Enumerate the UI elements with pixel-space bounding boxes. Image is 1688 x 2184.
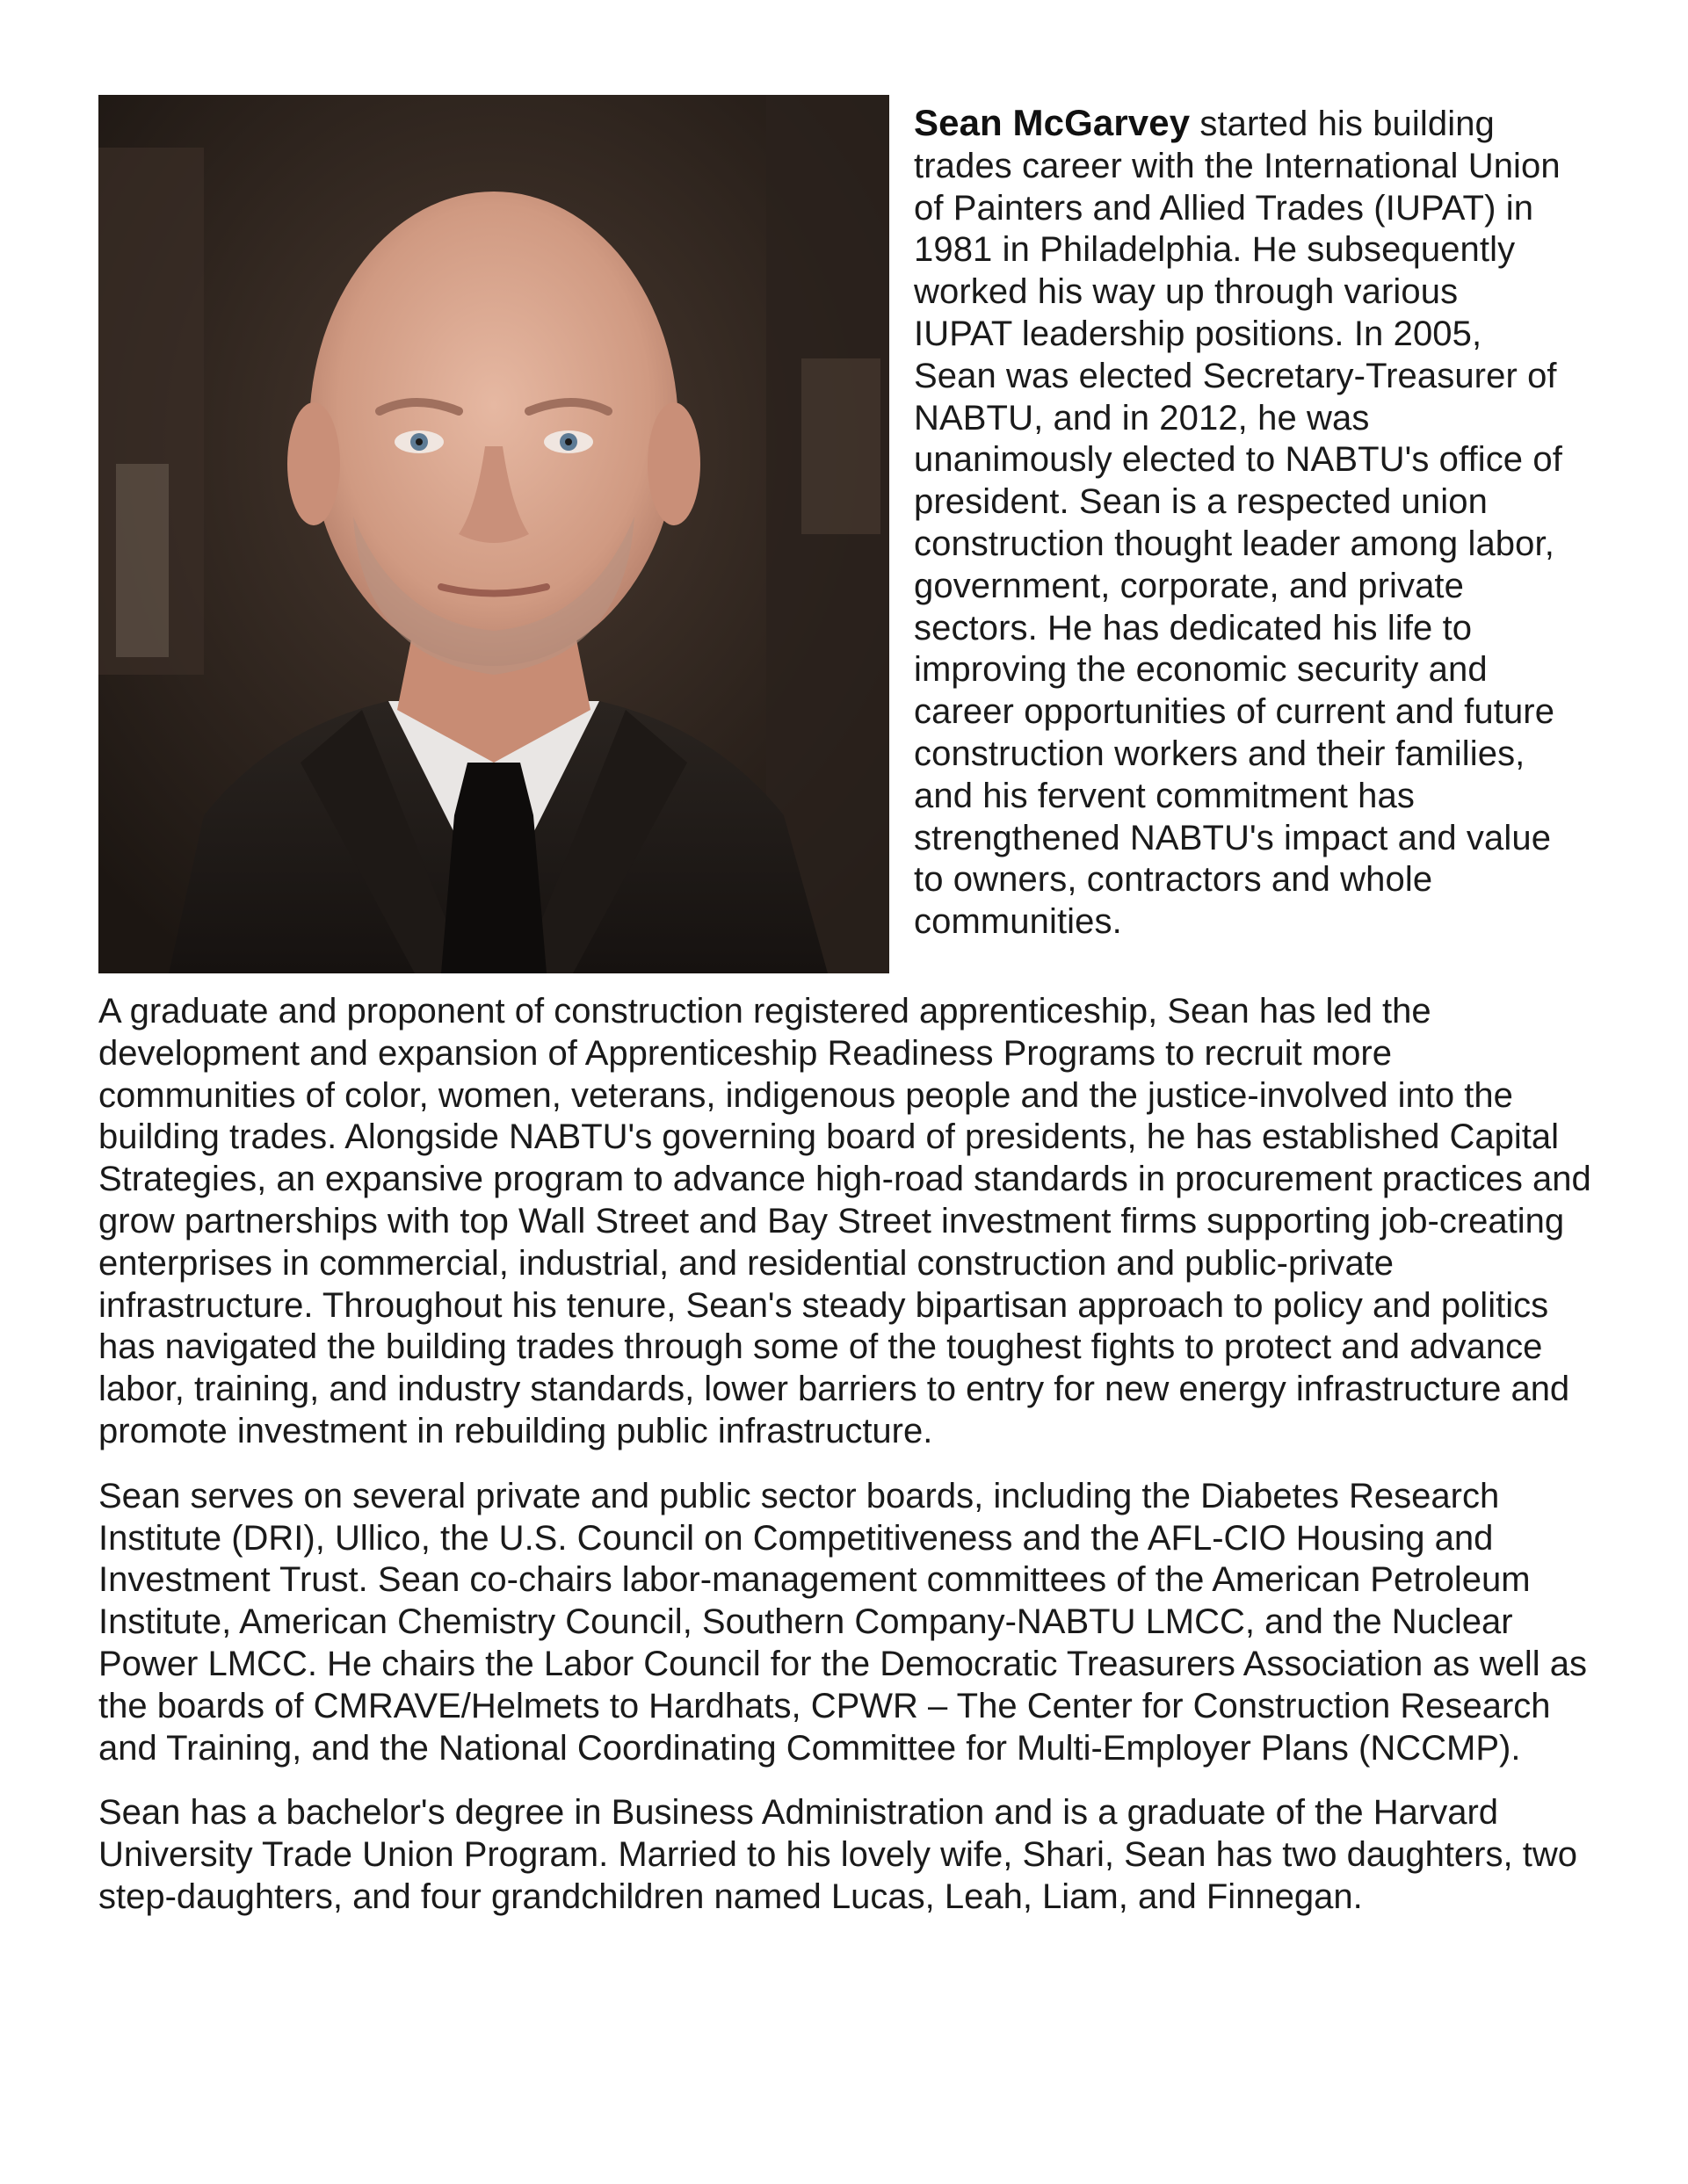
bio-paragraph-apprenticeship: A graduate and proponent of construction registered apprenticeship, Sean has led the development and expansion of Apprenticeship Readiness Programs to recruit more communities of color, women, veterans, indigenous people and the justice-involved into the building trades. Alongside NABTU's governing board of presidents, he has established Capital Strategies, an expansive program to advance high-road standards in procurement practices and grow partnerships with top Wall Street and Bay Street investment firms supporting job-creating enterprises in commercial, industrial, and residential construction and public-private infrastructure. Throughout his tenure, Sean's steady bipartisan approach to policy and politics has navigated the building trades through some of the toughest fights to protect and advance labor, training, and industry standards, lower barriers to entry for new energy infrastructure and promote investment in rebuilding public infrastructure. [98, 992, 1591, 1450]
intro-paragraph: started his building trades career with the International Union of Painters and Allied Trades (IUPAT) in 1981 in Philadelphia. He subsequently worked his way up through various IUPAT leadership positions. In 2005, Sean was elected Secretary-Treasurer of NABTU, and in 2012, he was unanimously elected to NABTU's office of president. Sean is a respected union construction thought leader among labor, government, corporate, and private sectors. He has dedicated his life to improving the economic security and career opportunities of current and future construction workers and their families, and his fervent commitment has strengthened NABTU's impact and value to owners, contractors and whole communities. [914, 105, 1562, 942]
person-name: Sean McGarvey [914, 102, 1191, 143]
bio-paragraph-boards: Sean serves on several private and public sector boards, including the Diabetes Research Institute (DRI), Ullico, the U.S. Council on Competitiveness and the AFL-CIO Housing and Investment Trust. Sean co-chairs labor-management committees of the American Petroleum Institute, American Chemistry Council, Southern Company-NABTU LMCC, and the Nuclear Power LMCC. He chairs the Labor Council for the Democratic Treasurers Association as well as the boards of CMRAVE/Helmets to Hardhats, CPWR – The Center for Construction Research and Training, and the National Coordinating Committee for Multi-Employer Plans (NCCMP). [98, 1476, 1588, 1768]
bio-paragraph-personal: Sean has a bachelor's degree in Business Administration and is a graduate of the Harvard University Trade Union Program. Married to his lovely wife, Shari, Sean has two daughters, two step-daughters, and four grandchildren named Lucas, Leah, Liam, and Finnegan. [98, 1793, 1577, 1916]
intro-text [914, 102, 1564, 944]
portrait-photo [98, 95, 889, 973]
bio-page [98, 95, 1592, 1942]
intro-section [98, 95, 1592, 991]
portrait-illustration [98, 95, 889, 973]
